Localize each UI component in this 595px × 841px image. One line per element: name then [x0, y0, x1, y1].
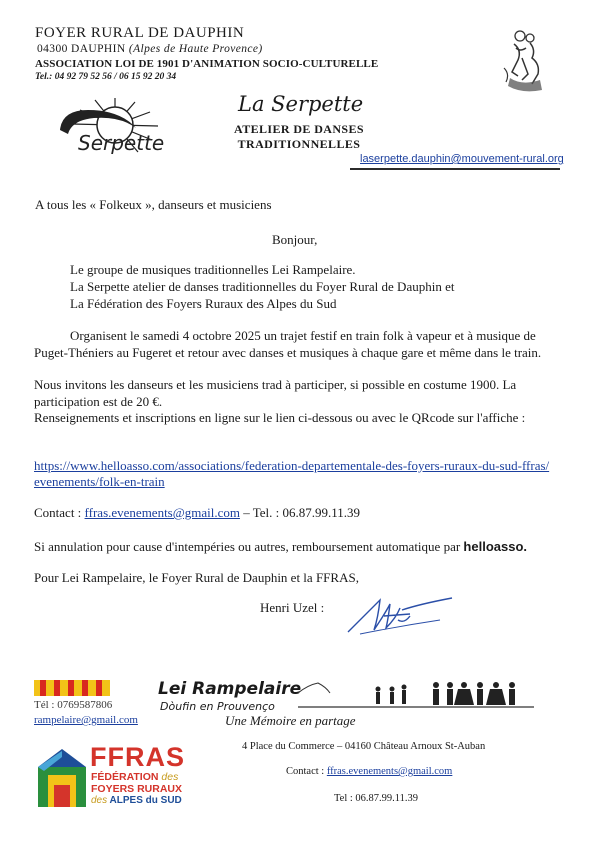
contact-label: Contact :	[34, 505, 85, 520]
ffras-contact-email-link[interactable]: ffras.evenements@gmail.com	[326, 766, 453, 777]
provence-flag-icon	[34, 680, 110, 696]
rampelaire-tagline: Une Mémoire en partage	[225, 713, 356, 728]
contact-email-link[interactable]: ffras.evenements@gmail.com	[84, 505, 240, 520]
ffras-house-icon	[34, 745, 90, 811]
invitation-paragraph: Nous invitons les danseurs et les musiciens trad à participer, si possible en costume 1900. La participation est de 20 €.	[34, 377, 517, 409]
foyer-tel: Tel.: 04 92 79 52 56 / 06 15 92 20 34	[35, 72, 177, 82]
ffras-line2: FOYERS RURAUX	[91, 783, 183, 795]
ffras-line1	[91, 771, 178, 783]
contact-line	[34, 505, 360, 521]
atelier-line2: TRADITIONNELLES	[237, 137, 361, 151]
ffras-federation: FÉDÉRATION	[91, 771, 159, 783]
ffras-des-2: des	[91, 795, 108, 806]
helloasso-link[interactable]: https://www.helloasso.com/associations/federation-departementale-des-foyers-ruraux-du-sud-ffras/evenements/folk-en-train	[34, 458, 550, 489]
postal-code: 04300 DAUPHIN	[37, 43, 126, 55]
ffras-line3	[91, 795, 182, 806]
serpette-logo-text: Serpette	[78, 131, 165, 155]
closing-line: Pour Lei Rampelaire, le Foyer Rural de Dauphin et la FFRAS,	[34, 570, 359, 585]
ffras-logo-text: FFRAS	[90, 742, 185, 772]
ffras-tel: Tel : 06.87.99.11.39	[334, 793, 419, 804]
cancellation-line	[34, 539, 527, 555]
rampelaire-subtitle: Dòufin en Prouvenço	[160, 700, 275, 713]
organizer-2: La Serpette atelier de danses traditionnelles du Foyer Rural de Dauphin et	[70, 279, 455, 294]
ffras-alpes: ALPES du SUD	[109, 795, 182, 806]
foyer-title: FOYER RURAL DE DAUPHIN	[35, 25, 245, 41]
registration-paragraph: Renseignements et inscriptions en ligne sur le lien ci-dessous ou avec le QRcode sur l'affiche :	[34, 410, 526, 425]
dancers-illustration	[492, 28, 552, 98]
musicians-silhouettes	[298, 675, 534, 715]
organizer-1: Le groupe de musiques traditionnelles Lei Rampelaire.	[70, 262, 356, 277]
rampelaire-tel: Tél : 0769587806	[34, 699, 113, 711]
serpette-logo	[40, 90, 180, 170]
atelier-line1: ATELIER DE DANSES	[234, 122, 364, 136]
signatory-name: Henri Uzel :	[260, 600, 325, 615]
header-divider	[350, 168, 560, 170]
rampelaire-logo-text: Lei Rampelaire	[158, 679, 302, 699]
contact-tel: – Tel. : 06.87.99.11.39	[239, 505, 361, 520]
helloasso-brand: helloasso.	[463, 539, 527, 554]
region: (Alpes de Haute Provence)	[128, 43, 263, 55]
rampelaire-email-link[interactable]: rampelaire@gmail.com	[34, 714, 138, 726]
bonjour: Bonjour,	[272, 232, 318, 247]
atelier-subtitle	[219, 122, 379, 152]
cancellation-text: Si annulation pour cause d'intempéries ou autres, remboursement automatique par	[34, 539, 464, 554]
signature-image	[340, 590, 470, 640]
ffras-des: des	[161, 771, 179, 783]
organizer-3: La Fédération des Foyers Ruraux des Alpes du Sud	[70, 296, 337, 311]
foyer-address	[37, 43, 263, 55]
serpette-title: La Serpette	[238, 92, 364, 116]
greeting: A tous les « Folkeux », danseurs et musiciens	[35, 197, 272, 212]
event-paragraph: Organisent le samedi 4 octobre 2025 un trajet festif en train folk à vapeur et à musique de Puget-Théniers au Fugeret et retour avec danses et musiques à chaque gare et même dans le train.	[34, 328, 542, 360]
serpette-email-link[interactable]: laserpette.dauphin@mouvement-rural.org	[360, 153, 564, 165]
ffras-contact-label: Contact :	[286, 766, 327, 777]
ffras-address: 4 Place du Commerce – 04160 Château Arnoux St-Auban	[242, 741, 486, 752]
ffras-contact	[286, 766, 452, 777]
association-line: ASSOCIATION LOI DE 1901 D'ANIMATION SOCIO-CULTURELLE	[35, 58, 379, 70]
